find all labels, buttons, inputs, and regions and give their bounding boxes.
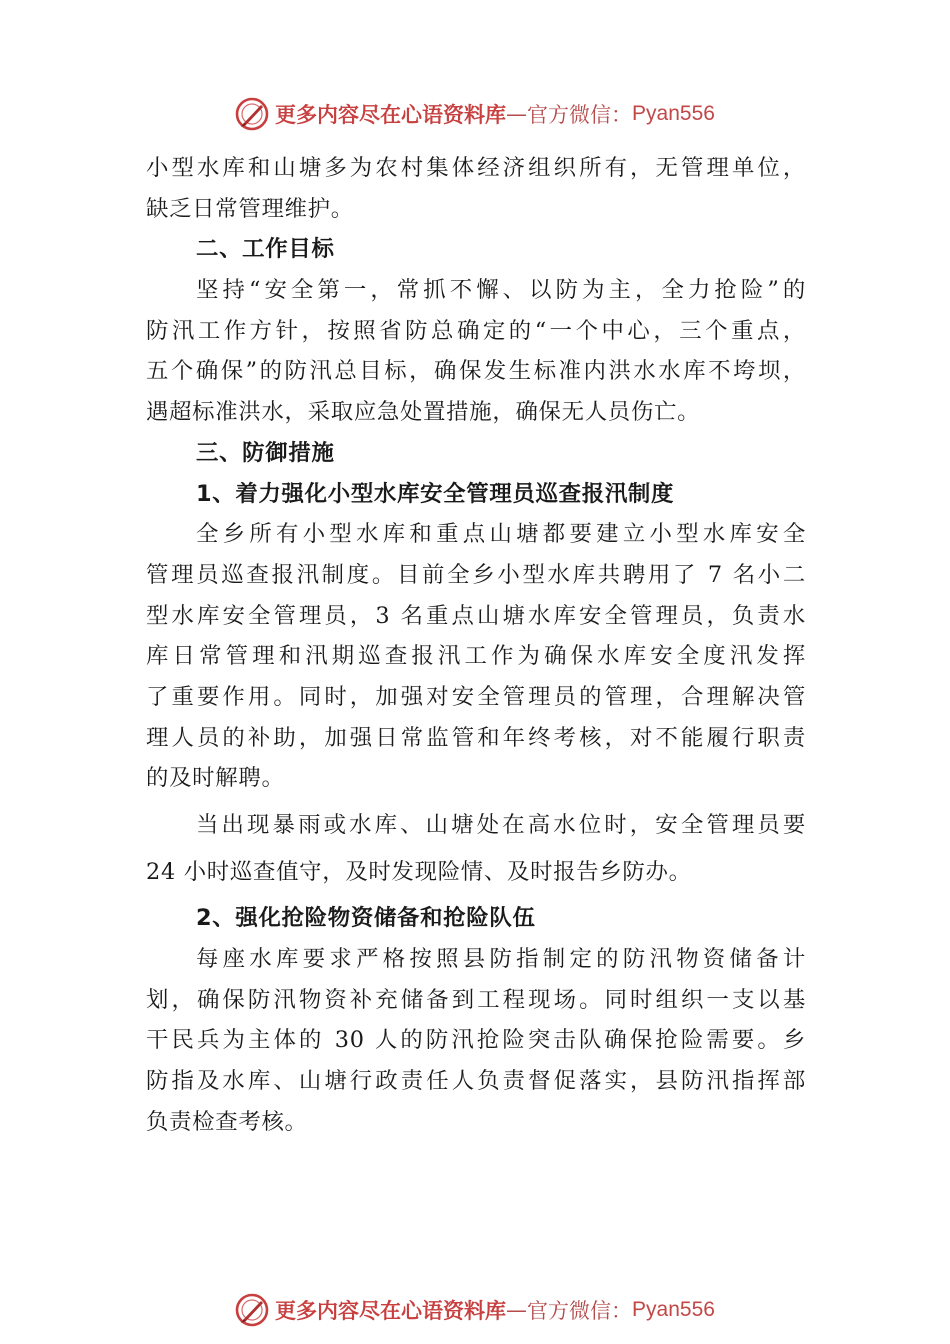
header-banner bbox=[0, 94, 950, 134]
subsection-heading: 1、着力强化小型水库安全管理员巡查报汛制度 bbox=[196, 480, 675, 507]
paragraph-line: 负责检查考核。 bbox=[146, 1108, 308, 1135]
wechat-label: 官方微信： bbox=[527, 1299, 633, 1323]
paragraph-line: 划，确保防汛物资补充储备到工程现场。同时组织一支以基 bbox=[146, 986, 806, 1013]
brand-text: 更多内容尽在心语资料库 bbox=[275, 1298, 507, 1323]
paragraph-line: 理人员的补助，加强日常监管和年终考核，对不能履行职责 bbox=[146, 724, 806, 751]
wechat-id: Pyan556 bbox=[632, 1298, 715, 1321]
footer-banner bbox=[0, 1290, 950, 1330]
brand-text: 更多内容尽在心语资料库 bbox=[275, 102, 507, 127]
section-heading: 三、防御措施 bbox=[196, 439, 335, 466]
section-heading: 二、工作目标 bbox=[196, 236, 335, 263]
paragraph-line: 型水库安全管理员，3 名重点山塘水库安全管理员，负责水 bbox=[146, 602, 806, 629]
paragraph-line: 干民兵为主体的 30 人的防汛抢险突击队确保抢险需要。乡 bbox=[146, 1027, 806, 1054]
brand-logo-icon bbox=[235, 1293, 269, 1327]
subsection-heading: 2、强化抢险物资储备和抢险队伍 bbox=[196, 905, 536, 932]
paragraph-line: 防汛工作方针，按照省防总确定的“一个中心，三个重点， bbox=[146, 317, 806, 344]
paragraph-line: 的及时解聘。 bbox=[146, 765, 285, 792]
paragraph-line: 了重要作用。同时，加强对安全管理员的管理，合理解决管 bbox=[146, 683, 806, 710]
paragraph-line: 每座水库要求严格按照县防指制定的防汛物资储备计 bbox=[196, 946, 806, 973]
wechat-label: 官方微信： bbox=[527, 103, 633, 127]
wechat-id: Pyan556 bbox=[632, 102, 715, 125]
paragraph-line: 缺乏日常管理维护。 bbox=[146, 195, 354, 222]
paragraph-line: 五个确保”的防汛总目标，确保发生标准内洪水水库不垮坝， bbox=[146, 358, 806, 385]
paragraph-line: 小型水库和山塘多为农村集体经济组织所有，无管理单位， bbox=[146, 155, 806, 181]
paragraph-line: 坚持“安全第一，常抓不懈、以防为主，全力抢险”的 bbox=[196, 277, 806, 304]
paragraph-line: 遇超标准洪水，采取应急处置措施，确保无人员伤亡。 bbox=[146, 399, 701, 426]
banner-dash: — bbox=[506, 102, 528, 126]
paragraph-line: 24 小时巡查值守，及时发现险情、及时报告乡防办。 bbox=[146, 858, 692, 885]
paragraph-line: 库日常管理和汛期巡查报汛工作为确保水库安全度汛发挥 bbox=[146, 643, 806, 670]
paragraph-line: 当出现暴雨或水库、山塘处在高水位时，安全管理员要 bbox=[196, 812, 806, 838]
banner-dash: — bbox=[506, 1298, 528, 1322]
paragraph-line: 防指及水库、山塘行政责任人负责督促落实，县防汛指挥部 bbox=[146, 1068, 806, 1095]
paragraph-line: 全乡所有小型水库和重点山塘都要建立小型水库安全 bbox=[196, 521, 806, 548]
document-body bbox=[146, 148, 806, 1143]
paragraph-line: 管理员巡查报汛制度。目前全乡小型水库共聘用了 7 名小二 bbox=[146, 561, 806, 588]
brand-logo-icon bbox=[235, 97, 269, 131]
